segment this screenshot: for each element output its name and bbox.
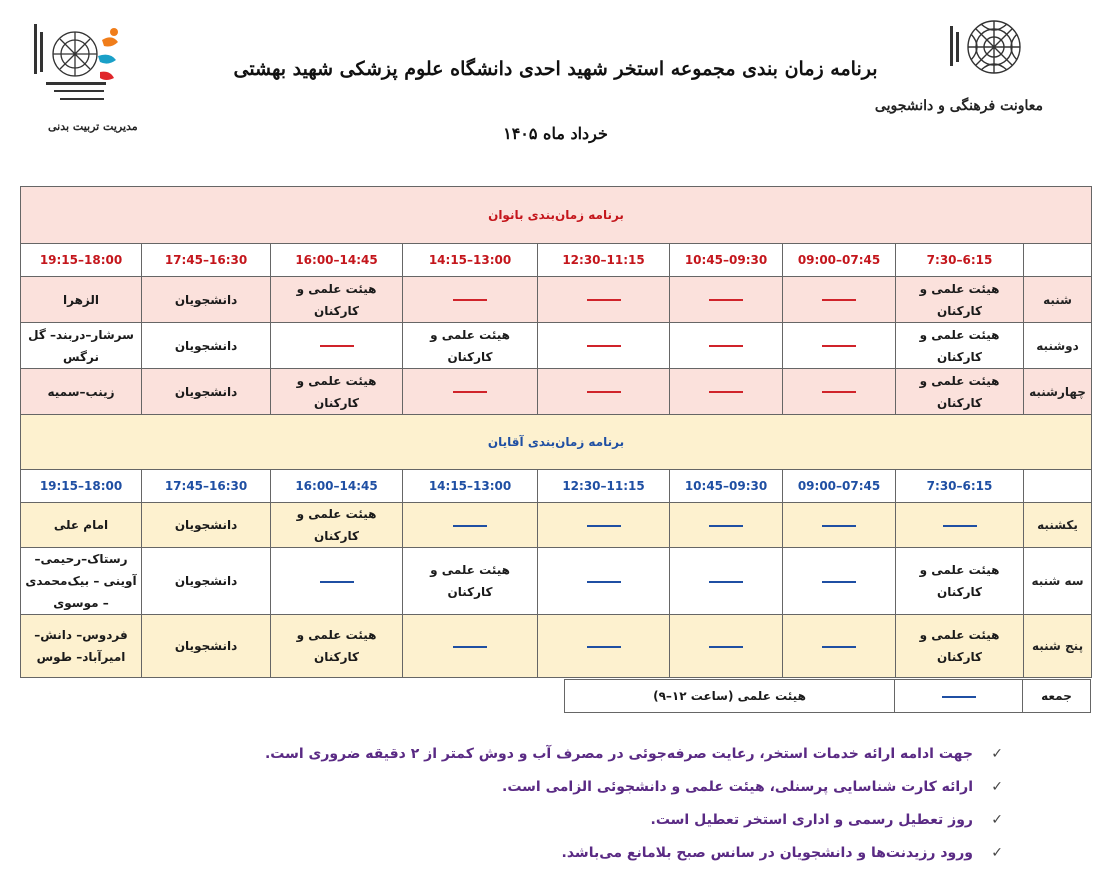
schedule-cell (783, 369, 896, 415)
dash-mark (822, 391, 856, 393)
dash-mark (587, 345, 621, 347)
schedule-cell: هیئت علمی و کارکنان (271, 615, 403, 678)
schedule-cell: هیئت علمی و کارکنان (896, 615, 1024, 678)
schedule-cell: هیئت علمی و کارکنان (271, 277, 403, 323)
time-slot-5: 13:00–14:15 (403, 244, 538, 277)
schedule-cell (783, 503, 896, 548)
day-label: یکشنبه (1024, 503, 1092, 548)
table-row (21, 323, 1092, 369)
dash-mark (822, 525, 856, 527)
dash-mark (943, 525, 977, 527)
schedule-cell (403, 503, 538, 548)
right-logo-caption: معاونت فرهنگی و دانشجویی (874, 98, 1043, 114)
dash-mark (709, 391, 743, 393)
note-text: جهت ادامه ارائه خدمات استخر، رعایت صرفه‌جوئی در مصرف آب و دوش کمتر از ۲ دقیقه ضروری است. (264, 746, 973, 762)
dash-mark (453, 646, 487, 648)
men-time-row (21, 470, 1092, 503)
schedule-cell (783, 323, 896, 369)
day-label: دوشنبه (1024, 323, 1092, 369)
schedule-cell (896, 503, 1024, 548)
notes-list (103, 738, 1003, 870)
table-row (21, 548, 1092, 615)
schedule-cell: هیئت علمی و کارکنان (403, 323, 538, 369)
schedule-cell (670, 323, 783, 369)
schedule-cell (538, 277, 670, 323)
schedule-cell (670, 548, 783, 615)
time-slot-3: 09:30–10:45 (670, 244, 783, 277)
men-section-header (21, 415, 1092, 470)
men-section-title: برنامه زمان‌بندی آقایان (21, 415, 1092, 470)
schedule-cell (538, 548, 670, 615)
checkmark-icon: ✓ (991, 746, 1003, 762)
schedule-cell (271, 323, 403, 369)
dash-mark (587, 391, 621, 393)
dash-mark (453, 299, 487, 301)
time-corner-cell (1024, 244, 1092, 277)
checkmark-icon: ✓ (991, 779, 1003, 795)
schedule-cell: دانشجویان (142, 323, 271, 369)
time-slot-2: 07:45–09:00 (783, 244, 896, 277)
dash-mark (709, 581, 743, 583)
checkmark-icon: ✓ (991, 812, 1003, 828)
time-slot-4: 11:15–12:30 (538, 470, 670, 503)
day-label: شنبه (1024, 277, 1092, 323)
dash-mark (822, 581, 856, 583)
dash-mark (453, 391, 487, 393)
schedule-cell: فردوس– دانش– امیرآباد– طوس (21, 615, 142, 678)
dash-mark (709, 299, 743, 301)
schedule-cell: دانشجویان (142, 277, 271, 323)
schedule-cell (403, 369, 538, 415)
schedule-cell (895, 680, 1023, 713)
time-slot-4: 11:15–12:30 (538, 244, 670, 277)
dash-mark (822, 345, 856, 347)
dash-mark (587, 525, 621, 527)
dash-mark (320, 581, 354, 583)
schedule-cell (670, 503, 783, 548)
schedule-cell: هیئت علمی و کارکنان (271, 369, 403, 415)
list-item (103, 771, 1003, 804)
dash-mark (709, 345, 743, 347)
table-row (21, 615, 1092, 678)
schedule-cell (783, 548, 896, 615)
schedule-cell: هیئت علمی و کارکنان (896, 548, 1024, 615)
time-slot-1: 6:15–7:30 (896, 470, 1024, 503)
page-title: برنامه زمان بندی مجموعه استخر شهید احدی دانشگاه علوم پزشکی شهید بهشتی (233, 58, 878, 80)
note-text: ارائه کارت شناسایی پرسنلی، هیئت علمی و دانشجوئی الزامی است. (502, 779, 973, 795)
dash-mark (822, 299, 856, 301)
schedule-cell: هیئت علمی و کارکنان (896, 369, 1024, 415)
dash-mark (587, 299, 621, 301)
day-label: چهارشنبه (1024, 369, 1092, 415)
schedule-cell: دانشجویان (142, 615, 271, 678)
schedule-cell: دانشجویان (142, 503, 271, 548)
dash-mark (453, 525, 487, 527)
time-slot-8: 18:00–19:15 (21, 470, 142, 503)
schedule-cell: هیئت علمی و کارکنان (271, 503, 403, 548)
note-text: ورود رزیدنت‌ها و دانشجویان در سانس صبح بلامانع می‌باشد. (561, 845, 973, 861)
schedule-cell: هیئت علمی و کارکنان (896, 323, 1024, 369)
schedule-cell: هیئت علمی و کارکنان (896, 277, 1024, 323)
time-slot-5: 13:00–14:15 (403, 470, 538, 503)
dash-mark (320, 345, 354, 347)
left-logo-caption: مدیریت تربیت بدنی (48, 120, 138, 133)
schedule-cell (783, 277, 896, 323)
schedule-cell (670, 615, 783, 678)
time-slot-8: 18:00–19:15 (21, 244, 142, 277)
note-text: روز تعطیل رسمی و اداری استخر تعطیل است. (650, 812, 973, 828)
dash-mark (709, 525, 743, 527)
table-row (21, 369, 1092, 415)
page-header (0, 0, 1111, 180)
time-slot-1: 6:15–7:30 (896, 244, 1024, 277)
schedule-cell: رستاک–رحیمی– آوینی – بیک‌محمدی – موسوی (21, 548, 142, 615)
schedule-cell (538, 615, 670, 678)
schedule-table (20, 186, 1092, 678)
schedule-cell (403, 277, 538, 323)
schedule-cell: دانشجویان (142, 369, 271, 415)
schedule-cell (538, 369, 670, 415)
schedule-cell (670, 369, 783, 415)
schedule-cell: الزهرا (21, 277, 142, 323)
list-item (103, 738, 1003, 771)
time-slot-6: 14:45–16:00 (271, 244, 403, 277)
table-row (21, 277, 1092, 323)
schedule-cell (538, 503, 670, 548)
schedule-cell (403, 615, 538, 678)
table-row (21, 503, 1092, 548)
day-label: جمعه (1023, 680, 1091, 713)
dash-mark (587, 646, 621, 648)
dash-mark (942, 696, 976, 698)
day-label: پنج شنبه (1024, 615, 1092, 678)
schedule-cell (670, 277, 783, 323)
list-item (103, 837, 1003, 870)
women-time-row (21, 244, 1092, 277)
schedule-cell: سرشار–دربند– گل نرگس (21, 323, 142, 369)
schedule-cell: هیئت علمی (ساعت ۱۲–۹) (565, 680, 895, 713)
time-corner-cell (1024, 470, 1092, 503)
schedule-cell: امام علی (21, 503, 142, 548)
time-slot-7: 16:30–17:45 (142, 244, 271, 277)
time-slot-2: 07:45–09:00 (783, 470, 896, 503)
schedule-cell: هیئت علمی و کارکنان (403, 548, 538, 615)
women-section-title: برنامه زمان‌بندی بانوان (21, 187, 1092, 244)
women-section-header (21, 187, 1092, 244)
checkmark-icon: ✓ (991, 845, 1003, 861)
day-label: سه شنبه (1024, 548, 1092, 615)
schedule-cell (538, 323, 670, 369)
dash-mark (587, 581, 621, 583)
schedule-cell: دانشجویان (142, 548, 271, 615)
schedule-cell (783, 615, 896, 678)
friday-row (564, 679, 1091, 713)
list-item (103, 804, 1003, 837)
time-slot-6: 14:45–16:00 (271, 470, 403, 503)
dash-mark (709, 646, 743, 648)
time-slot-7: 16:30–17:45 (142, 470, 271, 503)
dash-mark (822, 646, 856, 648)
time-slot-3: 09:30–10:45 (670, 470, 783, 503)
page-date: خرداد ماه ۱۴۰۵ (503, 124, 608, 143)
schedule-cell: زینب–سمیه (21, 369, 142, 415)
schedule-cell (271, 548, 403, 615)
